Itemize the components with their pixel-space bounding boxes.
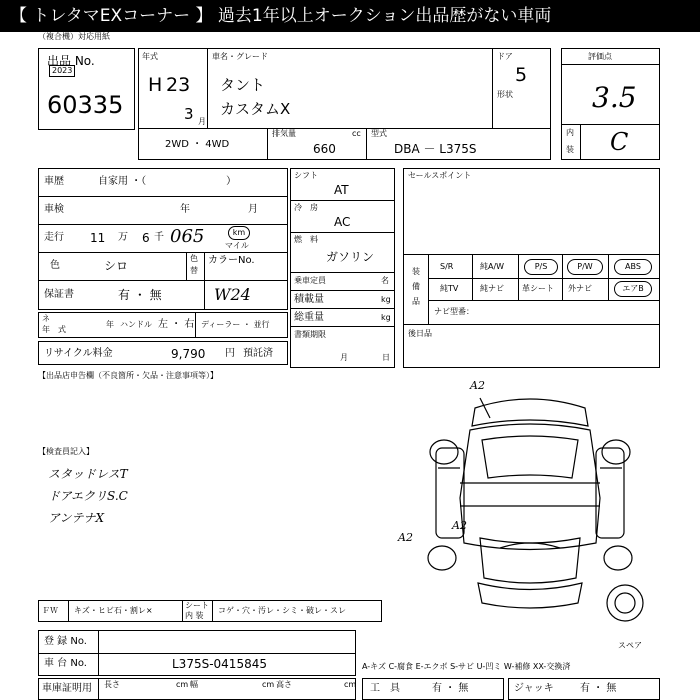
- registration-label: 登 録 No.: [44, 636, 87, 647]
- equipment-label-2: 備: [412, 282, 420, 291]
- inspector-note-1: スタッドレスT: [48, 467, 128, 481]
- banner-title: 【 トレタマEXコーナー 】 過去1年以上オークション出品歴がない車両: [0, 0, 700, 32]
- score-label: 評価点: [588, 52, 612, 61]
- mileage-rest: 065: [170, 226, 205, 247]
- year-stamp: 2023: [49, 65, 75, 77]
- handle-label: ハンドル: [120, 320, 152, 329]
- handle-value: 左 ・ 右: [158, 319, 195, 330]
- km-circle: km: [228, 226, 250, 240]
- equip-power-window: P/W: [567, 259, 603, 275]
- interior-label-2: 装: [566, 145, 574, 154]
- warranty-value: 有 ・ 無: [118, 288, 162, 302]
- mileage-man-unit: 万: [118, 232, 128, 243]
- mileage-man: 11: [90, 231, 106, 245]
- score-value: 3.5: [592, 81, 637, 114]
- seat-label-2: 内 装: [185, 611, 204, 620]
- lot-label: 出品 No.: [47, 54, 95, 68]
- lot-box: [38, 48, 135, 130]
- equip-external-navi: 外ナビ: [568, 284, 592, 293]
- recycle-amount: 9,790: [171, 347, 206, 361]
- fuel-value: ガソリン: [326, 250, 375, 264]
- era: H: [148, 74, 163, 96]
- fuel-label: 燃 料: [294, 235, 318, 244]
- warranty-label: 保証書: [44, 289, 74, 300]
- body-outline: [460, 424, 600, 550]
- wheel-rear-right: [604, 546, 632, 570]
- rear-window: [480, 538, 580, 583]
- color-no-value: W24: [214, 285, 251, 304]
- month-unit: 月: [198, 117, 206, 126]
- equip-alloy-wheel: 純A/W: [480, 262, 505, 271]
- recycle-row: [38, 341, 288, 365]
- seat-values: コゲ・穴・汚レ・シミ・破レ・スレ: [218, 606, 346, 615]
- inspection-month-unit: 月: [248, 204, 258, 215]
- history-value: 自家用 ・（ ）: [98, 176, 237, 187]
- cert-length-unit: cm: [176, 680, 189, 689]
- doors-value: 5: [515, 64, 528, 86]
- gross-weight-unit: kg: [381, 313, 391, 322]
- jack-value: 有 ・ 無: [580, 683, 617, 694]
- color-value: シロ: [104, 259, 129, 273]
- inspector-note-2: ドアエクリS.C: [48, 489, 128, 503]
- aircon-value: AC: [334, 215, 351, 229]
- tools-label: 工 具: [370, 683, 400, 694]
- equip-leather-seat: 革シート: [522, 284, 554, 293]
- load-unit: kg: [381, 295, 391, 304]
- equipment-label-1: 装: [412, 267, 420, 276]
- interior-value: C: [610, 128, 629, 156]
- color-change-label-1: 色: [190, 254, 198, 263]
- cert-height-unit: cm: [344, 680, 357, 689]
- dealer-label: ディーラー ・ 並行: [201, 320, 270, 329]
- color-label: 色: [50, 260, 60, 271]
- wheel-rear-left: [428, 546, 456, 570]
- right-side-panel: [596, 448, 624, 538]
- cert-height-label: 高さ: [276, 680, 292, 689]
- remarks-label: 後日品: [408, 329, 432, 338]
- history-label: 車歴: [44, 176, 64, 187]
- car-name: タント: [220, 76, 266, 94]
- capacity-label: 乗車定員: [294, 276, 326, 285]
- displacement-value: 660: [313, 142, 336, 156]
- equip-tv: 純TV: [440, 284, 459, 293]
- windshield: [482, 436, 578, 478]
- aircon-label: 冷 房: [294, 203, 318, 212]
- model-month: 3: [184, 105, 194, 123]
- glass-values: キズ・ヒビ石・割レ×: [74, 606, 153, 615]
- cert-period-label: 書類期限: [294, 330, 326, 339]
- model-code: DBA － L375S: [394, 142, 477, 156]
- load-label: 積載量: [294, 294, 324, 305]
- car-grade: カスタムX: [220, 100, 291, 118]
- year-label: 年式: [142, 52, 158, 61]
- shape-label: 形状: [497, 90, 513, 99]
- name-label: 車名・グレード: [212, 52, 268, 61]
- interior-label-1: 内: [566, 128, 574, 137]
- inspection-year-unit: 年: [180, 204, 190, 215]
- equipment-label-3: 品: [412, 297, 420, 306]
- model-code-label: 型式: [371, 129, 387, 138]
- cert-length-label: 長さ: [104, 680, 120, 689]
- shift-value: AT: [334, 183, 349, 197]
- cert-width-unit: cm: [262, 680, 275, 689]
- inspection-label: 車検: [44, 204, 64, 215]
- mileage-label: 走行: [44, 232, 64, 243]
- cert-size-label: 車庫証明用: [42, 683, 92, 694]
- mileage-sen: 6: [142, 231, 150, 245]
- lot-number: 60335: [47, 91, 124, 119]
- displacement-unit: cc: [352, 129, 361, 138]
- capacity-unit: 名: [381, 276, 389, 285]
- color-change-label-2: 替: [190, 266, 198, 275]
- model-year: 23: [166, 74, 191, 96]
- recycle-note: 預託済: [243, 348, 273, 359]
- manual-label-1: ネ: [42, 314, 50, 323]
- sales-point-label: セールスポイント: [408, 171, 472, 180]
- seat-label-1: シート: [185, 601, 209, 610]
- damage-mark-body: A2: [452, 519, 467, 532]
- wheel-front-left: [430, 440, 458, 464]
- recycle-label: リサイクル料金: [44, 348, 113, 359]
- damage-mark-front: A2: [470, 379, 485, 392]
- equip-abs: ABS: [614, 259, 652, 275]
- damage-mark-side: A2: [398, 531, 413, 544]
- form-note: （複合機）対応用紙: [38, 32, 110, 41]
- shift-label: シフト: [294, 171, 318, 180]
- cert-month-unit: 月: [340, 353, 348, 362]
- cert-width-label: 幅: [190, 680, 198, 689]
- displacement-label: 排気量: [272, 129, 296, 138]
- spare-label: スペア: [618, 641, 642, 650]
- manual-year-unit: 年: [106, 320, 114, 329]
- jack-label: ジャッキ: [514, 683, 554, 694]
- color-no-label: カラーNo.: [208, 255, 255, 266]
- car-damage-diagram: [400, 378, 660, 628]
- inspector-label: 【検査員記入】: [38, 447, 94, 456]
- declaration-label: 【出品店申告欄（不良箇所・欠品・注意事項等）】: [38, 371, 218, 380]
- mileage-sen-unit: 千: [154, 232, 164, 243]
- damage-legend: A-キズ C-腐食 E-エクボ S-サビ U-凹ミ W-補修 XX-交換済: [362, 662, 571, 671]
- rear-bumper: [478, 583, 582, 608]
- chassis-label: 車 台 No.: [44, 658, 87, 669]
- spare-tire: [607, 585, 643, 621]
- equip-airbag: エアB: [614, 281, 652, 297]
- equip-power-steering: P/S: [524, 259, 558, 275]
- navi-model-label: ナビ型番：: [434, 307, 474, 316]
- tools-value: 有 ・ 無: [432, 683, 469, 694]
- front-bumper: [472, 399, 588, 426]
- equip-navi: 純ナビ: [480, 284, 504, 293]
- mile-label: マイル: [225, 241, 249, 250]
- equip-sunroof: S/R: [440, 262, 454, 271]
- wheel-front-right: [602, 440, 630, 464]
- chassis-number: L375S-0415845: [172, 657, 267, 671]
- manual-label-2: 年 式: [42, 325, 66, 334]
- cert-day-unit: 日: [382, 353, 390, 362]
- drive-type: 2WD ・ 4WD: [165, 139, 230, 150]
- gross-weight-label: 総重量: [294, 312, 324, 323]
- doors-label: ドア: [497, 52, 513, 61]
- recycle-unit: 円: [225, 348, 235, 359]
- glass-label: ＦＷ: [42, 606, 58, 615]
- inspector-note-3: アンテナX: [48, 511, 105, 525]
